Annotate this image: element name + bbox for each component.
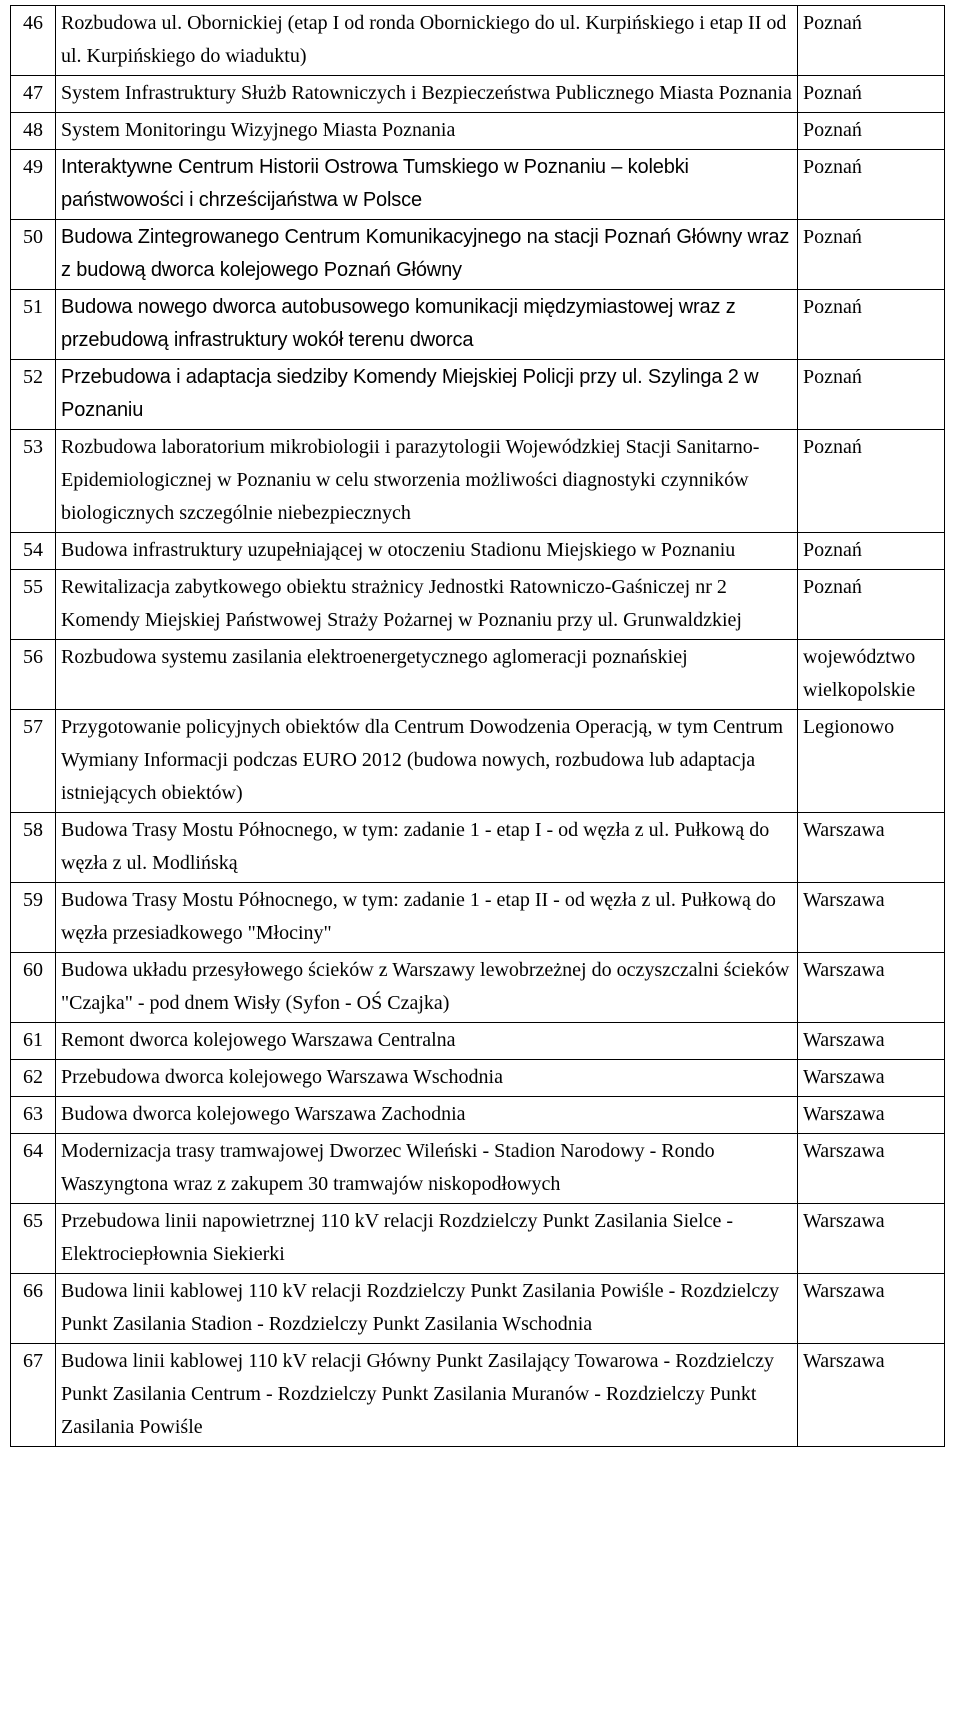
project-location: Legionowo xyxy=(798,710,945,813)
table-row xyxy=(11,360,945,430)
table-row xyxy=(11,640,945,710)
project-name: Rewitalizacja zabytkowego obiektu strażnicy Jednostki Ratowniczo-Gaśniczej nr 2 Komendy Miejskiej Państwowej Straży Pożarnej w Poznaniu przy ul. Grunwaldzkiej xyxy=(56,570,798,640)
row-number: 50 xyxy=(11,220,56,290)
row-number: 64 xyxy=(11,1134,56,1204)
project-location: Warszawa xyxy=(798,1060,945,1097)
row-number: 56 xyxy=(11,640,56,710)
project-name: Remont dworca kolejowego Warszawa Centralna xyxy=(56,1023,798,1060)
row-number: 49 xyxy=(11,150,56,220)
table-row xyxy=(11,430,945,533)
row-number: 60 xyxy=(11,953,56,1023)
table-row xyxy=(11,1023,945,1060)
table-row xyxy=(11,1204,945,1274)
project-name: Budowa układu przesyłowego ścieków z Warszawy lewobrzeżnej do oczyszczalni ścieków "Czajka" - pod dnem Wisły (Syfon - OŚ Czajka) xyxy=(56,953,798,1023)
table-row xyxy=(11,813,945,883)
table-row xyxy=(11,76,945,113)
row-number: 62 xyxy=(11,1060,56,1097)
table-row xyxy=(11,1060,945,1097)
project-name: Przebudowa i adaptacja siedziby Komendy Miejskiej Policji przy ul. Szylinga 2 w Poznaniu xyxy=(56,360,798,430)
project-location: Poznań xyxy=(798,113,945,150)
project-location: Poznań xyxy=(798,220,945,290)
row-number: 48 xyxy=(11,113,56,150)
projects-table xyxy=(10,5,945,1447)
project-location: województwo wielkopolskie xyxy=(798,640,945,710)
project-name: Budowa Zintegrowanego Centrum Komunikacyjnego na stacji Poznań Główny wraz z budową dworca kolejowego Poznań Główny xyxy=(56,220,798,290)
row-number: 59 xyxy=(11,883,56,953)
table-row xyxy=(11,570,945,640)
project-name: Rozbudowa ul. Obornickiej (etap I od ronda Obornickiego do ul. Kurpińskiego i etap II od ul. Kurpińskiego do wiaduktu) xyxy=(56,6,798,76)
table-row xyxy=(11,1134,945,1204)
row-number: 55 xyxy=(11,570,56,640)
table-row xyxy=(11,113,945,150)
table-row xyxy=(11,220,945,290)
project-location: Poznań xyxy=(798,76,945,113)
project-name: Rozbudowa systemu zasilania elektroenergetycznego aglomeracji poznańskiej xyxy=(56,640,798,710)
project-location: Warszawa xyxy=(798,953,945,1023)
row-number: 54 xyxy=(11,533,56,570)
row-number: 58 xyxy=(11,813,56,883)
project-location: Warszawa xyxy=(798,1097,945,1134)
project-name: Modernizacja trasy tramwajowej Dworzec Wileński - Stadion Narodowy - Rondo Waszyngtona wraz z zakupem 30 tramwajów niskopodłowych xyxy=(56,1134,798,1204)
project-name: Przebudowa linii napowietrznej 110 kV relacji Rozdzielczy Punkt Zasilania Sielce - Elektrociepłownia Siekierki xyxy=(56,1204,798,1274)
project-location: Poznań xyxy=(798,570,945,640)
row-number: 47 xyxy=(11,76,56,113)
project-name: Budowa Trasy Mostu Północnego, w tym: zadanie 1 - etap I - od węzła z ul. Pułkową do węzła z ul. Modlińską xyxy=(56,813,798,883)
project-name: Budowa linii kablowej 110 kV relacji Główny Punkt Zasilający Towarowa - Rozdzielczy Punkt Zasilania Centrum - Rozdzielczy Punkt Zasilania Muranów - Rozdzielczy Punkt Zasilania Powiśle xyxy=(56,1344,798,1447)
project-name: Rozbudowa laboratorium mikrobiologii i parazytologii Wojewódzkiej Stacji Sanitarno-Epidemiologicznej w Poznaniu w celu stworzenia możliwości diagnostyki czynników biologicznych szczególnie niebezpiecznych xyxy=(56,430,798,533)
project-location: Warszawa xyxy=(798,883,945,953)
project-name: Przebudowa dworca kolejowego Warszawa Wschodnia xyxy=(56,1060,798,1097)
project-name: Budowa infrastruktury uzupełniającej w otoczeniu Stadionu Miejskiego w Poznaniu xyxy=(56,533,798,570)
project-name: Budowa linii kablowej 110 kV relacji Rozdzielczy Punkt Zasilania Powiśle - Rozdzielczy Punkt Zasilania Stadion - Rozdzielczy Punkt Zasilania Wschodnia xyxy=(56,1274,798,1344)
row-number: 61 xyxy=(11,1023,56,1060)
project-location: Poznań xyxy=(798,360,945,430)
row-number: 65 xyxy=(11,1204,56,1274)
project-name: System Infrastruktury Służb Ratowniczych i Bezpieczeństwa Publicznego Miasta Poznania xyxy=(56,76,798,113)
project-location: Poznań xyxy=(798,290,945,360)
row-number: 63 xyxy=(11,1097,56,1134)
table-row xyxy=(11,6,945,76)
project-name: Budowa Trasy Mostu Północnego, w tym: zadanie 1 - etap II - od węzła z ul. Pułkową do węzła przesiadkowego "Młociny" xyxy=(56,883,798,953)
project-location: Warszawa xyxy=(798,1344,945,1447)
project-location: Poznań xyxy=(798,6,945,76)
row-number: 51 xyxy=(11,290,56,360)
table-row xyxy=(11,150,945,220)
project-location: Warszawa xyxy=(798,813,945,883)
row-number: 46 xyxy=(11,6,56,76)
table-row xyxy=(11,533,945,570)
project-name: Przygotowanie policyjnych obiektów dla Centrum Dowodzenia Operacją, w tym Centrum Wymiany Informacji podczas EURO 2012 (budowa nowych, rozbudowa lub adaptacja istniejących obiektów) xyxy=(56,710,798,813)
project-location: Warszawa xyxy=(798,1023,945,1060)
table-row xyxy=(11,953,945,1023)
table-row xyxy=(11,1097,945,1134)
table-row xyxy=(11,1344,945,1447)
table-row xyxy=(11,883,945,953)
project-location: Poznań xyxy=(798,533,945,570)
project-name: Interaktywne Centrum Historii Ostrowa Tumskiego w Poznaniu – kolebki państwowości i chrześcijaństwa w Polsce xyxy=(56,150,798,220)
table-row xyxy=(11,1274,945,1344)
table-row xyxy=(11,710,945,813)
row-number: 53 xyxy=(11,430,56,533)
project-location: Poznań xyxy=(798,150,945,220)
project-location: Warszawa xyxy=(798,1134,945,1204)
project-name: System Monitoringu Wizyjnego Miasta Poznania xyxy=(56,113,798,150)
row-number: 52 xyxy=(11,360,56,430)
project-name: Budowa dworca kolejowego Warszawa Zachodnia xyxy=(56,1097,798,1134)
row-number: 66 xyxy=(11,1274,56,1344)
projects-table-body xyxy=(11,6,945,1447)
row-number: 67 xyxy=(11,1344,56,1447)
table-row xyxy=(11,290,945,360)
project-name: Budowa nowego dworca autobusowego komunikacji międzymiastowej wraz z przebudową infrastruktury wokół terenu dworca xyxy=(56,290,798,360)
project-location: Warszawa xyxy=(798,1274,945,1344)
project-location: Warszawa xyxy=(798,1204,945,1274)
row-number: 57 xyxy=(11,710,56,813)
project-location: Poznań xyxy=(798,430,945,533)
